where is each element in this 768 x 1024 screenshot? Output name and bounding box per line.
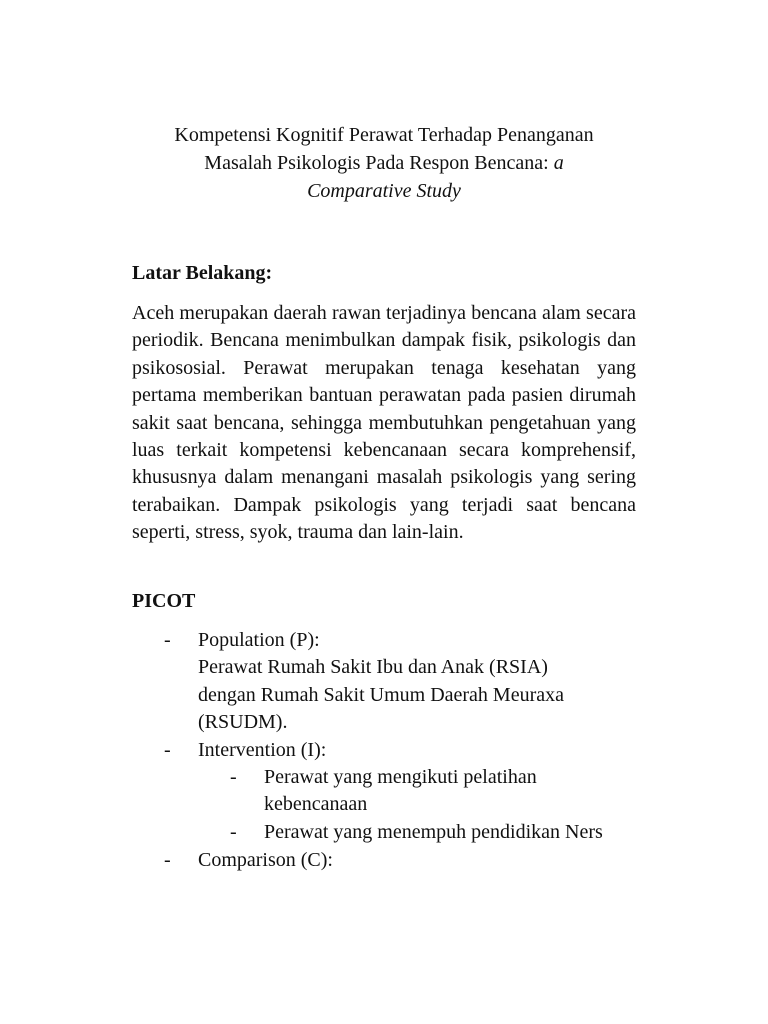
population-line-3: (RSUDM). bbox=[198, 711, 288, 734]
intervention-bullet: - bbox=[164, 739, 171, 761]
population-label: Population (P): bbox=[198, 629, 320, 651]
intervention-item bbox=[198, 737, 636, 764]
intervention-sub-1-bullet: - bbox=[230, 766, 237, 788]
background-heading: Latar Belakang: bbox=[132, 262, 273, 284]
title-line-3: Comparative Study bbox=[307, 180, 461, 202]
intervention-sub-2-line-1: Perawat yang menempuh pendidikan Ners bbox=[264, 821, 603, 843]
intervention-label: Intervention (I): bbox=[198, 739, 327, 761]
title-line-2 bbox=[132, 149, 636, 177]
population-item bbox=[198, 627, 636, 737]
background-paragraph: Aceh merupakan daerah rawan terjadinya bencana alam secara periodik. Bencana menimbulkan dampak fisik, psikologis dan psikososial. Perawat merupakan tenaga kesehatan yang pertama memberikan bantuan perawatan pada pasien dirumah sakit saat bencana, sehingga membutuhkan pengetahuan yang luas terkait kompetensi kebencanaan secara komprehensif, khususnya dalam menangani masalah psikologis yang sering terabaikan. Dampak psikologis yang terjadi saat bencana seperti, stress, syok, trauma dan lain-lain. bbox=[132, 302, 636, 544]
comparison-item bbox=[198, 847, 636, 874]
document-title bbox=[132, 121, 636, 205]
comparison-bullet: - bbox=[164, 849, 171, 871]
intervention-sub-1-line-2: kebencanaan bbox=[264, 793, 368, 816]
population-line-2: dengan Rumah Sakit Umum Daerah Meuraxa bbox=[198, 683, 565, 706]
picot-heading: PICOT bbox=[132, 590, 196, 612]
comparison-label: Comparison (C): bbox=[198, 849, 333, 871]
intervention-sub-1 bbox=[264, 764, 644, 819]
population-line-1: Perawat Rumah Sakit Ibu dan Anak (RSIA) bbox=[198, 656, 548, 679]
population-bullet: - bbox=[164, 629, 171, 651]
title-line-2-text: Masalah Psikologis Pada Respon Bencana: bbox=[204, 152, 549, 174]
intervention-sub-2-bullet: - bbox=[230, 821, 237, 843]
intervention-sub-2 bbox=[264, 819, 644, 846]
title-line-2-italic: a bbox=[553, 152, 564, 174]
intervention-sub-1-line-1: Perawat yang mengikuti pelatihan bbox=[264, 766, 537, 788]
title-line-1: Kompetensi Kognitif Perawat Terhadap Penanganan bbox=[174, 124, 594, 146]
